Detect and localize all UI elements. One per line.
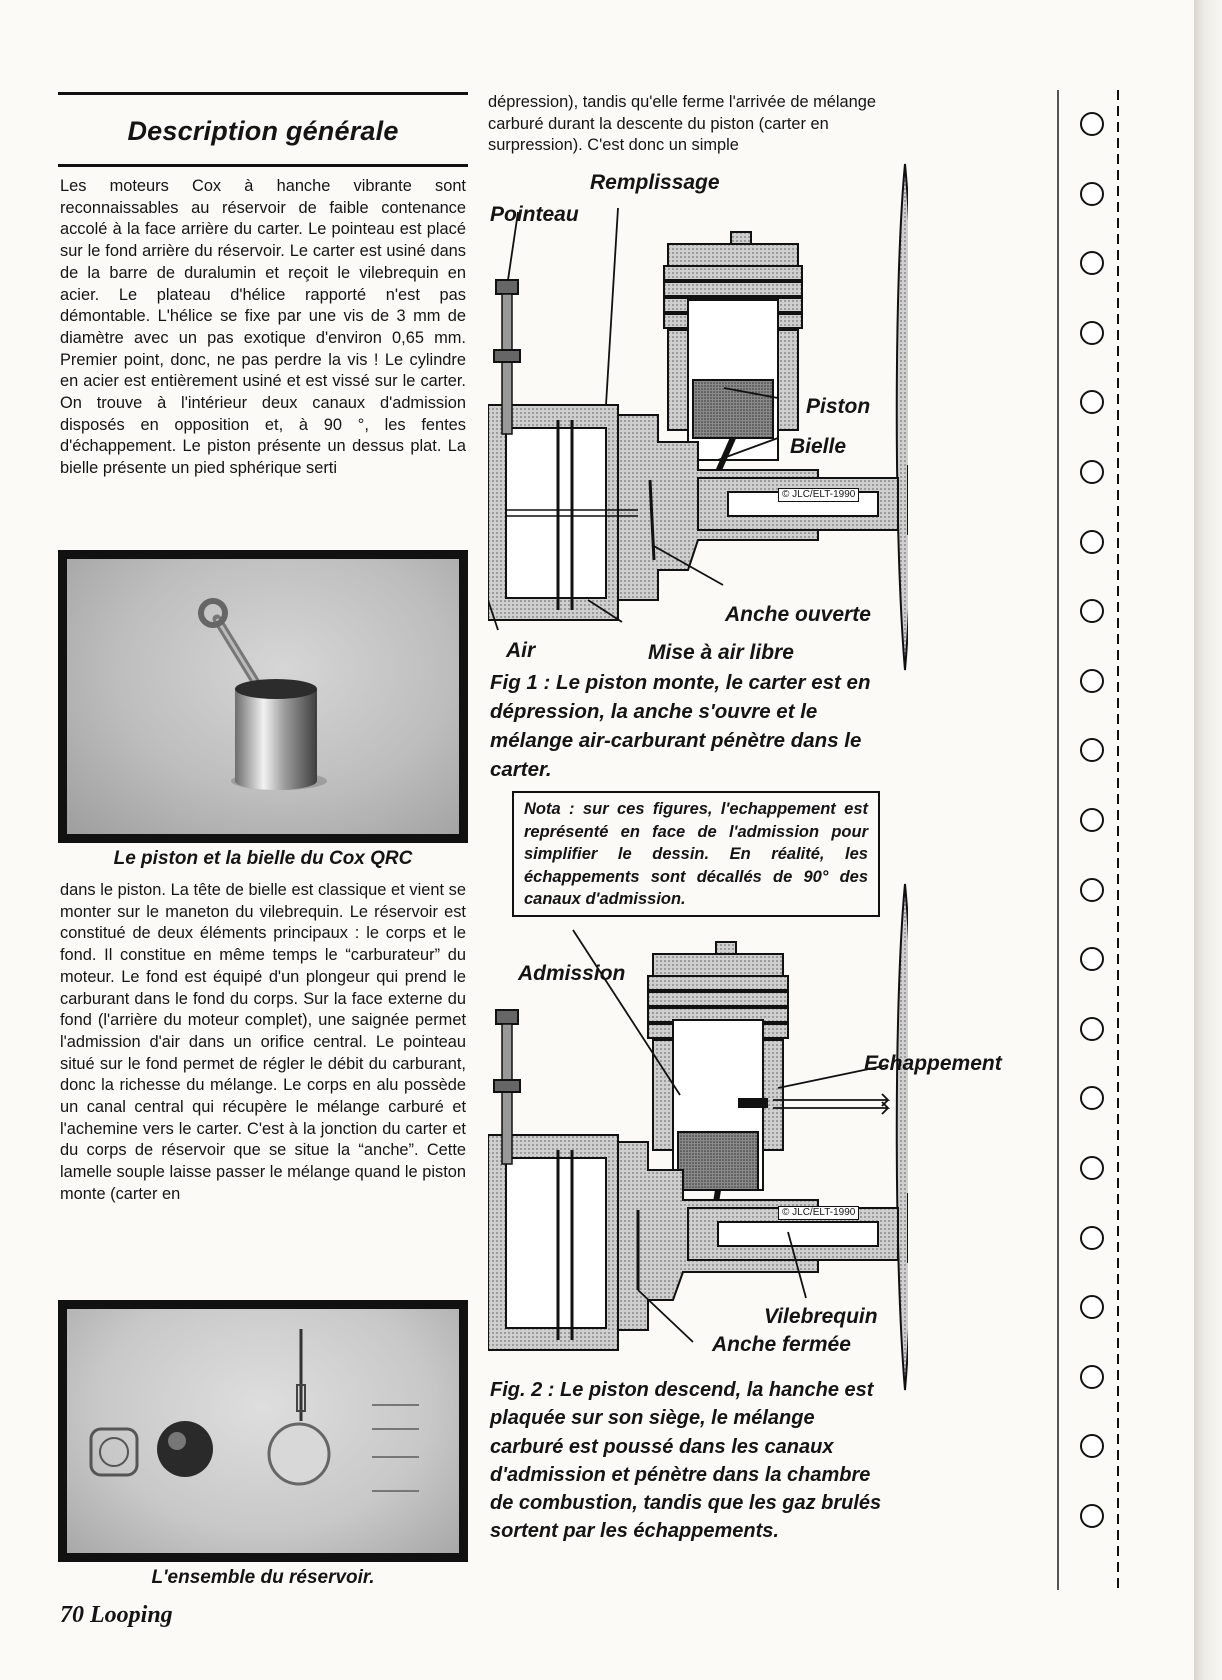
label-admission: Admission <box>518 962 626 985</box>
binder-hole <box>1080 112 1104 136</box>
binder-hole <box>1080 1504 1104 1528</box>
photo2-caption: L'ensemble du réservoir. <box>151 1567 375 1588</box>
article-paragraph-1 <box>60 176 466 480</box>
binder-hole <box>1080 390 1104 414</box>
label-echappement: Echappement <box>864 1052 1002 1075</box>
label-pointeau: Pointeau <box>490 203 579 226</box>
section-title: Description générale <box>127 116 399 146</box>
article-paragraph-3 <box>488 92 896 157</box>
photo-piston-bielle <box>58 550 468 843</box>
tank-inside <box>506 428 606 598</box>
binder-hole <box>1080 1295 1104 1319</box>
tank-inside <box>506 1158 606 1328</box>
figure1-caption: Fig 1 : Le piston monte, le carter est en dépression, la anche s'ouvre et le mélange air-carburant pénètre dans le carter. <box>490 671 871 781</box>
piston-rod-picture <box>67 559 459 834</box>
binder-hole <box>1080 738 1104 762</box>
nota-box: Nota : sur ces figures, l'echappement est représenté en face de l'admission pour simplifier le dessin. En réalité, les échappements sont décallés de 90° des canaux d'admission. <box>512 791 880 917</box>
article-paragraph-2 <box>60 880 466 1206</box>
paragraph-text: Les moteurs Cox à hanche vibrante sont reconnaissables au réservoir de faible contenance accolé à la face arrière du carter. Le pointeau est placé sur le fond arrière du réservoir. Le carter est usiné dans de la barre de duralumin et reçoit le vilebrequin en acier. Le plateau d'hélice rapporté n'est pas démontable. L'hélice se fixe par une vis de 3 mm de diamètre avec un pas exotique d'environ 0,65 mm. Premier point, donc, ne pas perdre la vis ! Le cylindre en acier est entièrement usiné et est vissé sur le carter. On trouve à l'intérieur deux canaux d'admission disposés en opposition et, à 90 °, les fentes d'échappement. Le piston présente un dessus plat. La bielle présente un pied sphérique serti <box>60 177 466 478</box>
photo1-caption: Le piston et la bielle du Cox QRC <box>113 848 413 869</box>
label-air: Air <box>506 639 536 662</box>
perforation-line <box>1117 90 1119 1590</box>
reservoir-parts-picture <box>67 1309 459 1553</box>
label-anche-ouverte: Anche ouverte <box>725 603 871 626</box>
binder-hole <box>1080 530 1104 554</box>
binder-hole <box>1080 599 1104 623</box>
piston <box>678 1132 758 1190</box>
label-piston: Piston <box>806 395 871 418</box>
propeller-blade <box>897 884 908 1390</box>
binder-hole <box>1080 1086 1104 1110</box>
binder-hole <box>1080 251 1104 275</box>
exhaust-port <box>738 1098 768 1108</box>
paragraph-text: dans le piston. La tête de bielle est classique et vient se monter sur le maneton du vilebrequin. Le réservoir est constitué de deux éléments principaux : le corps et le fond. Il constitue en même temps le “carburateur” du moteur. Le fond est équipé d'un plongeur qui prend le carburant dans le fond du corps. Sur la face externe du fond (l'arrière du moteur complet), une saignée permet l'admission d'air dans un orifice central. Le pointeau situé sur le fond permet de régler le débit du carburant, donc la richesse du mélange. Le corps en alu possède un canal central qui récupère le mélange carburé et l'achemine vers le carter. C'est à la jonction du carter et du corps de réservoir que se situe la “anche”. Cette lamelle souple laisse passer le mélange quand le piston monte (carter en <box>60 881 466 1203</box>
header-rule-top <box>58 92 468 95</box>
binder-hole <box>1080 669 1104 693</box>
page-edge <box>1194 0 1222 1680</box>
figure2-caption: Fig. 2 : Le piston descend, la hanche est plaquée sur son siège, le mélange carburé est poussé dans les canaux d'admission et pénètre dans la chambre de combustion, tandis que les gaz brulés sortent par les échappements. <box>490 1379 882 1543</box>
binder-hole <box>1080 1017 1104 1041</box>
binder-hole <box>1080 947 1104 971</box>
binder-hole <box>1080 1434 1104 1458</box>
header-rule-bottom <box>58 164 468 167</box>
label-bielle: Bielle <box>790 435 847 458</box>
label-anche-fermee: Anche fermée <box>712 1333 851 1356</box>
paragraph-text: dépression), tandis qu'elle ferme l'arrivée de mélange carburé durant la descente du piston (carter en surpression). C'est donc un simple <box>488 93 877 155</box>
label-vilebrequin: Vilebrequin <box>764 1305 878 1328</box>
piston <box>693 380 773 438</box>
photo-reservoir-image <box>67 1309 459 1553</box>
binder-hole <box>1080 182 1104 206</box>
binder-hole <box>1080 878 1104 902</box>
binder-hole <box>1080 321 1104 345</box>
crankshaft <box>718 1222 878 1246</box>
binder-hole <box>1080 1156 1104 1180</box>
figure1-diagram <box>488 160 908 680</box>
binder-hole <box>1080 1365 1104 1389</box>
photo-reservoir <box>58 1300 468 1562</box>
label-remplissage: Remplissage <box>590 171 720 194</box>
binder-holes <box>1057 90 1127 1590</box>
binder-hole <box>1080 1226 1104 1250</box>
propeller-blade <box>897 164 908 670</box>
binder-hole <box>1080 808 1104 832</box>
copyright-fig1: © JLC/ELT-1990 <box>778 488 859 502</box>
page-footer: 70 Looping <box>60 1602 173 1628</box>
copyright-fig2: © JLC/ELT-1990 <box>778 1206 859 1220</box>
photo-piston-image <box>67 559 459 834</box>
needle-valve-knob <box>496 1010 518 1024</box>
label-mise-air-libre: Mise à air libre <box>648 641 794 664</box>
needle-valve-knob <box>496 280 518 294</box>
binder-hole <box>1080 460 1104 484</box>
